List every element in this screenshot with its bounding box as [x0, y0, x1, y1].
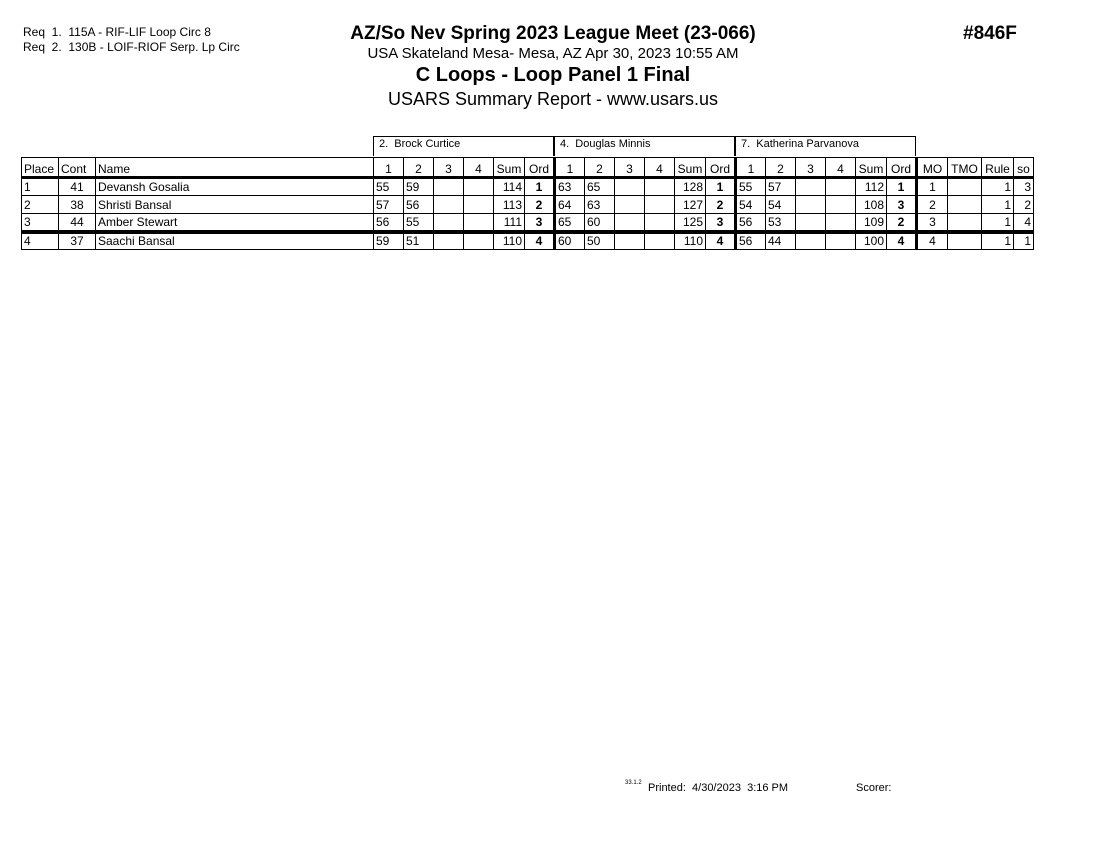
score-cell: 59 [404, 178, 434, 196]
col-score-1: 1 [736, 158, 766, 178]
col-cont: Cont [59, 158, 96, 178]
col-score-1: 1 [374, 158, 404, 178]
sum-cell: 100 [856, 232, 887, 250]
rule-cell: 1 [982, 178, 1014, 196]
ord-cell: 4 [706, 232, 736, 250]
score-cell [615, 196, 645, 214]
col-score-2: 2 [404, 158, 434, 178]
col-so: so [1014, 158, 1034, 178]
score-cell [434, 178, 464, 196]
mo-cell: 2 [917, 196, 948, 214]
sum-cell: 112 [856, 178, 887, 196]
judge-header-1: 2. Brock Curtice [373, 136, 554, 156]
requirement-prefix: Req 1. [23, 25, 62, 39]
col-score-2: 2 [585, 158, 615, 178]
score-body [22, 178, 1034, 250]
mo-cell: 3 [917, 214, 948, 232]
score-cell [645, 178, 675, 196]
ord-cell: 4 [525, 232, 555, 250]
score-cell: 59 [374, 232, 404, 250]
col-place: Place [22, 158, 59, 178]
printed-label: Printed: 4/30/2023 3:16 PM [648, 782, 789, 794]
score-cell [464, 214, 494, 232]
rule-cell: 1 [982, 232, 1014, 250]
score-cell: 57 [374, 196, 404, 214]
col-rule: Rule [982, 158, 1014, 178]
place-cell: 1 [22, 178, 59, 196]
score-cell: 63 [555, 178, 585, 196]
event-code: #846F [963, 23, 1017, 44]
ord-cell: 3 [706, 214, 736, 232]
table-row [22, 214, 1034, 232]
sum-cell: 113 [494, 196, 525, 214]
col-mo: MO [917, 158, 948, 178]
sum-cell: 127 [675, 196, 706, 214]
score-cell [464, 232, 494, 250]
requirement-text: 130B - LOIF-RIOF Serp. Lp Circ [68, 40, 240, 54]
score-cell: 55 [374, 178, 404, 196]
score-cell [826, 232, 856, 250]
requirement-prefix: Req 2. [23, 40, 62, 54]
name-cell: Devansh Gosalia [96, 178, 374, 196]
so-cell: 3 [1014, 178, 1034, 196]
event-title: C Loops - Loop Panel 1 Final [415, 64, 691, 86]
score-cell: 54 [766, 196, 796, 214]
ord-cell: 3 [525, 214, 555, 232]
tmo-cell [948, 214, 982, 232]
score-cell [826, 196, 856, 214]
score-cell: 56 [374, 214, 404, 232]
ord-cell: 1 [525, 178, 555, 196]
score-cell [645, 196, 675, 214]
score-cell: 57 [766, 178, 796, 196]
col-score-4: 4 [645, 158, 675, 178]
col-ord: Ord [706, 158, 736, 178]
score-cell: 60 [585, 214, 615, 232]
rule-cell: 1 [982, 214, 1014, 232]
sum-cell: 111 [494, 214, 525, 232]
score-cell [434, 232, 464, 250]
ord-cell: 4 [887, 232, 917, 250]
mo-cell: 4 [917, 232, 948, 250]
score-cell [645, 214, 675, 232]
sum-cell: 108 [856, 196, 887, 214]
col-score-4: 4 [826, 158, 856, 178]
score-cell: 63 [585, 196, 615, 214]
score-cell [826, 178, 856, 196]
score-cell [464, 196, 494, 214]
table-row [22, 178, 1034, 196]
ord-cell: 1 [706, 178, 736, 196]
score-cell: 55 [404, 214, 434, 232]
place-cell: 2 [22, 196, 59, 214]
version-label: 33.1.2 [625, 780, 642, 786]
sum-cell: 110 [675, 232, 706, 250]
header-row [22, 158, 1034, 178]
score-cell: 44 [766, 232, 796, 250]
name-cell: Amber Stewart [96, 214, 374, 232]
name-cell: Shristi Bansal [96, 196, 374, 214]
col-sum: Sum [675, 158, 706, 178]
score-cell [615, 214, 645, 232]
ord-cell: 3 [887, 196, 917, 214]
score-cell: 51 [404, 232, 434, 250]
col-ord: Ord [525, 158, 555, 178]
score-cell: 53 [766, 214, 796, 232]
col-sum: Sum [494, 158, 525, 178]
ord-cell: 2 [887, 214, 917, 232]
col-score-1: 1 [555, 158, 585, 178]
sum-cell: 110 [494, 232, 525, 250]
col-name: Name [96, 158, 374, 178]
score-cell [796, 232, 826, 250]
score-table [21, 157, 1034, 250]
col-tmo: TMO [948, 158, 982, 178]
col-ord: Ord [887, 158, 917, 178]
requirement-2 [23, 40, 240, 54]
venue-line: USA Skateland Mesa- Mesa, AZ Apr 30, 2023 10:55 AM [367, 45, 739, 62]
ord-cell: 2 [525, 196, 555, 214]
score-cell: 56 [736, 214, 766, 232]
score-cell [796, 196, 826, 214]
judge-header-2: 4. Douglas Minnis [554, 136, 735, 156]
sum-cell: 128 [675, 178, 706, 196]
place-cell: 3 [22, 214, 59, 232]
score-cell: 65 [555, 214, 585, 232]
tmo-cell [948, 232, 982, 250]
col-score-3: 3 [615, 158, 645, 178]
score-cell: 50 [585, 232, 615, 250]
score-cell [645, 232, 675, 250]
so-cell: 4 [1014, 214, 1034, 232]
table-row [22, 232, 1034, 250]
score-cell: 56 [404, 196, 434, 214]
score-cell: 55 [736, 178, 766, 196]
so-cell: 2 [1014, 196, 1034, 214]
ord-cell: 2 [706, 196, 736, 214]
col-sum: Sum [856, 158, 887, 178]
col-score-3: 3 [434, 158, 464, 178]
sum-cell: 109 [856, 214, 887, 232]
score-cell [464, 178, 494, 196]
score-cell [796, 214, 826, 232]
score-cell: 64 [555, 196, 585, 214]
meet-title: AZ/So Nev Spring 2023 League Meet (23-066) [350, 23, 756, 44]
score-cell [796, 178, 826, 196]
mo-cell: 1 [917, 178, 948, 196]
score-cell: 60 [555, 232, 585, 250]
name-cell: Saachi Bansal [96, 232, 374, 250]
ord-cell: 1 [887, 178, 917, 196]
col-score-3: 3 [796, 158, 826, 178]
score-cell: 54 [736, 196, 766, 214]
cont-cell: 37 [59, 232, 96, 250]
cont-cell: 41 [59, 178, 96, 196]
cont-cell: 44 [59, 214, 96, 232]
requirement-1 [23, 25, 211, 39]
tmo-cell [948, 196, 982, 214]
col-score-2: 2 [766, 158, 796, 178]
score-cell [434, 214, 464, 232]
rule-cell: 1 [982, 196, 1014, 214]
tmo-cell [948, 178, 982, 196]
sum-cell: 125 [675, 214, 706, 232]
table-row [22, 196, 1034, 214]
judge-header-3: 7. Katherina Parvanova [735, 136, 916, 156]
cont-cell: 38 [59, 196, 96, 214]
requirement-text: 115A - RIF-LIF Loop Circ 8 [68, 25, 211, 39]
score-cell [826, 214, 856, 232]
scorer-label: Scorer: [856, 782, 892, 794]
score-cell [615, 178, 645, 196]
sum-cell: 114 [494, 178, 525, 196]
score-cell [615, 232, 645, 250]
place-cell: 4 [22, 232, 59, 250]
report-title: USARS Summary Report - www.usars.us [387, 89, 719, 109]
score-cell [434, 196, 464, 214]
score-cell: 56 [736, 232, 766, 250]
col-score-4: 4 [464, 158, 494, 178]
score-cell: 65 [585, 178, 615, 196]
so-cell: 1 [1014, 232, 1034, 250]
